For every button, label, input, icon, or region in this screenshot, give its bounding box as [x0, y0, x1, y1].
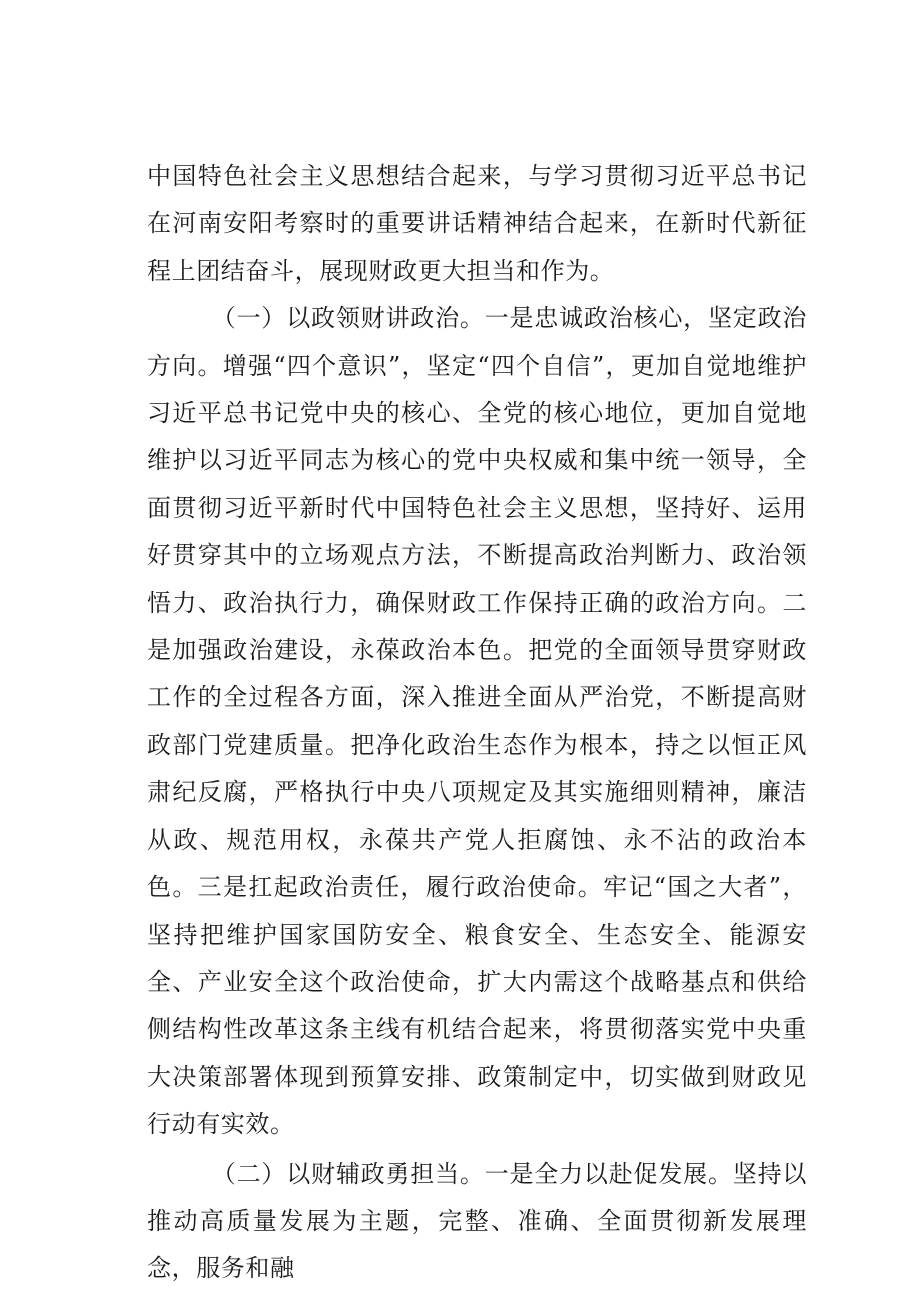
paragraph-continuation: 中国特色社会主义思想结合起来，与学习贯彻习近平总书记在河南安阳考察时的重要讲话精神结合起来，在新时代新征程上团结奋斗，展现财政更大担当和作为。 [147, 162, 807, 285]
paragraph-section-2: （二）以财辅政勇担当。一是全力以赴促发展。坚持以推动高质量发展为主题，完整、准确、全面贯彻新发展理念，服务和融 [147, 1159, 807, 1283]
paragraph-section-1: （一）以政领财讲政治。一是忠诚政治核心，坚定政治方向。增强“四个意识”，坚定“四个自信”，更加自觉地维护习近平总书记党中央的核心、全党的核心地位，更加自觉地维护以习近平同志为核心的党中央权威和集中统一领导，全面贯彻习近平新时代中国特色社会主义思想，坚持好、运用好贯穿其中的立场观点方法，不断提高政治判断力、政治领悟力、政治执行力，确保财政工作保持正确的政治方向。二是加强政治建设，永葆政治本色。把党的全面领导贯穿财政工作的全过程各方面，深入推进全面从严治党，不断提高财政部门党建质量。把净化政治生态作为根本，持之以恒正风肃纪反腐，严格执行中央八项规定及其实施细则精神，廉洁从政、规范用权，永葆共产党人拒腐蚀、永不沾的政治本色。三是扛起政治责任，履行政治使命。牢记“国之大者”，坚持把维护国家国防安全、粮食安全、生态安全、能源安全、产业安全这个政治使命，扩大内需这个战略基点和供给侧结构性改革这条主线有机结合起来，将贯彻落实党中央重大决策部署体现到预算安排、政策制定中，切实做到财政见行动有实效。 [147, 304, 807, 1139]
document-body [147, 153, 807, 1293]
